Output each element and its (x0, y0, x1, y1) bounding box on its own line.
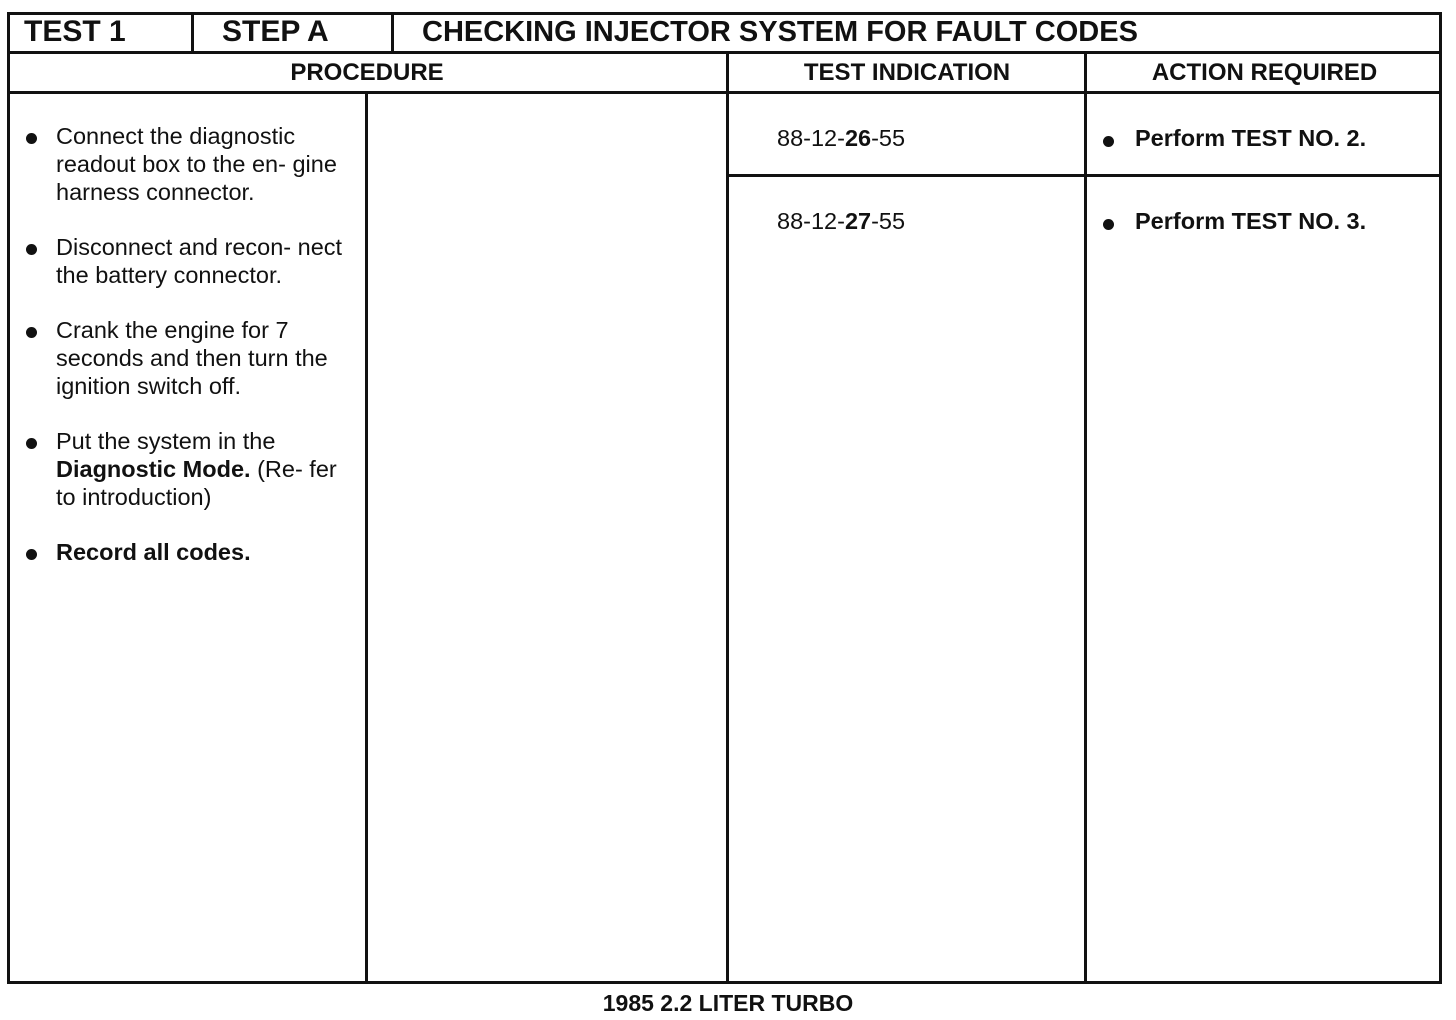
indication-action-divider (1084, 51, 1087, 984)
bullet-icon (26, 244, 37, 255)
action-text: Perform TEST NO. 2. (1135, 125, 1367, 151)
page-title: CHECKING INJECTOR SYSTEM FOR FAULT CODES (422, 16, 1138, 48)
code-suffix: -55 (871, 208, 906, 234)
header-divider-step (391, 12, 394, 53)
test-indication-code (777, 124, 905, 152)
procedure-step (22, 316, 352, 400)
column-header-test-indication: TEST INDICATION (803, 59, 1011, 86)
procedure-step (22, 538, 352, 566)
procedure-step-text-end: (Re- fer to introduction) (56, 456, 337, 510)
column-header-divider (7, 91, 1442, 94)
code-prefix: 88-12- (777, 208, 845, 234)
column-header-action-required: ACTION REQUIRED (1151, 59, 1378, 86)
bullet-icon (26, 549, 37, 560)
code-prefix: 88-12- (777, 125, 845, 151)
step-label: STEP A (222, 15, 329, 48)
procedure-step-text: Put the system in the (56, 428, 276, 454)
procedure-inner-divider (365, 91, 368, 984)
bullet-icon (26, 327, 37, 338)
procedure-list (22, 122, 352, 593)
bullet-icon (1103, 136, 1114, 147)
header-divider (7, 51, 1442, 54)
bullet-icon (26, 438, 37, 449)
code-highlight: 26 (844, 125, 872, 151)
procedure-step-emphasis: Diagnostic Mode. (56, 456, 251, 482)
action-required-item (1103, 124, 1366, 152)
procedure-step (22, 233, 352, 289)
procedure-step-text: Connect the diagnostic readout box to the en- gine harness connector. (56, 123, 337, 205)
header-divider-test (191, 12, 194, 53)
code-suffix: -55 (871, 125, 906, 151)
procedure-indication-divider (726, 51, 729, 984)
column-header-procedure: PROCEDURE (290, 59, 444, 86)
test-number: TEST 1 (24, 15, 126, 48)
bullet-icon (1103, 219, 1114, 230)
bullet-icon (26, 133, 37, 144)
action-required-item (1103, 207, 1366, 235)
action-text: Perform TEST NO. 3. (1135, 208, 1367, 234)
code-highlight: 27 (844, 208, 872, 234)
procedure-step (22, 122, 352, 206)
procedure-step-text: Crank the engine for 7 seconds and then turn the ignition switch off. (56, 317, 328, 399)
procedure-step-text: Disconnect and recon- nect the battery connector. (56, 234, 343, 288)
page-footer: 1985 2.2 LITER TURBO (602, 990, 854, 1016)
procedure-step (22, 427, 352, 511)
test-indication-code (777, 207, 905, 235)
procedure-step-emphasis: Record all codes. (56, 539, 251, 565)
